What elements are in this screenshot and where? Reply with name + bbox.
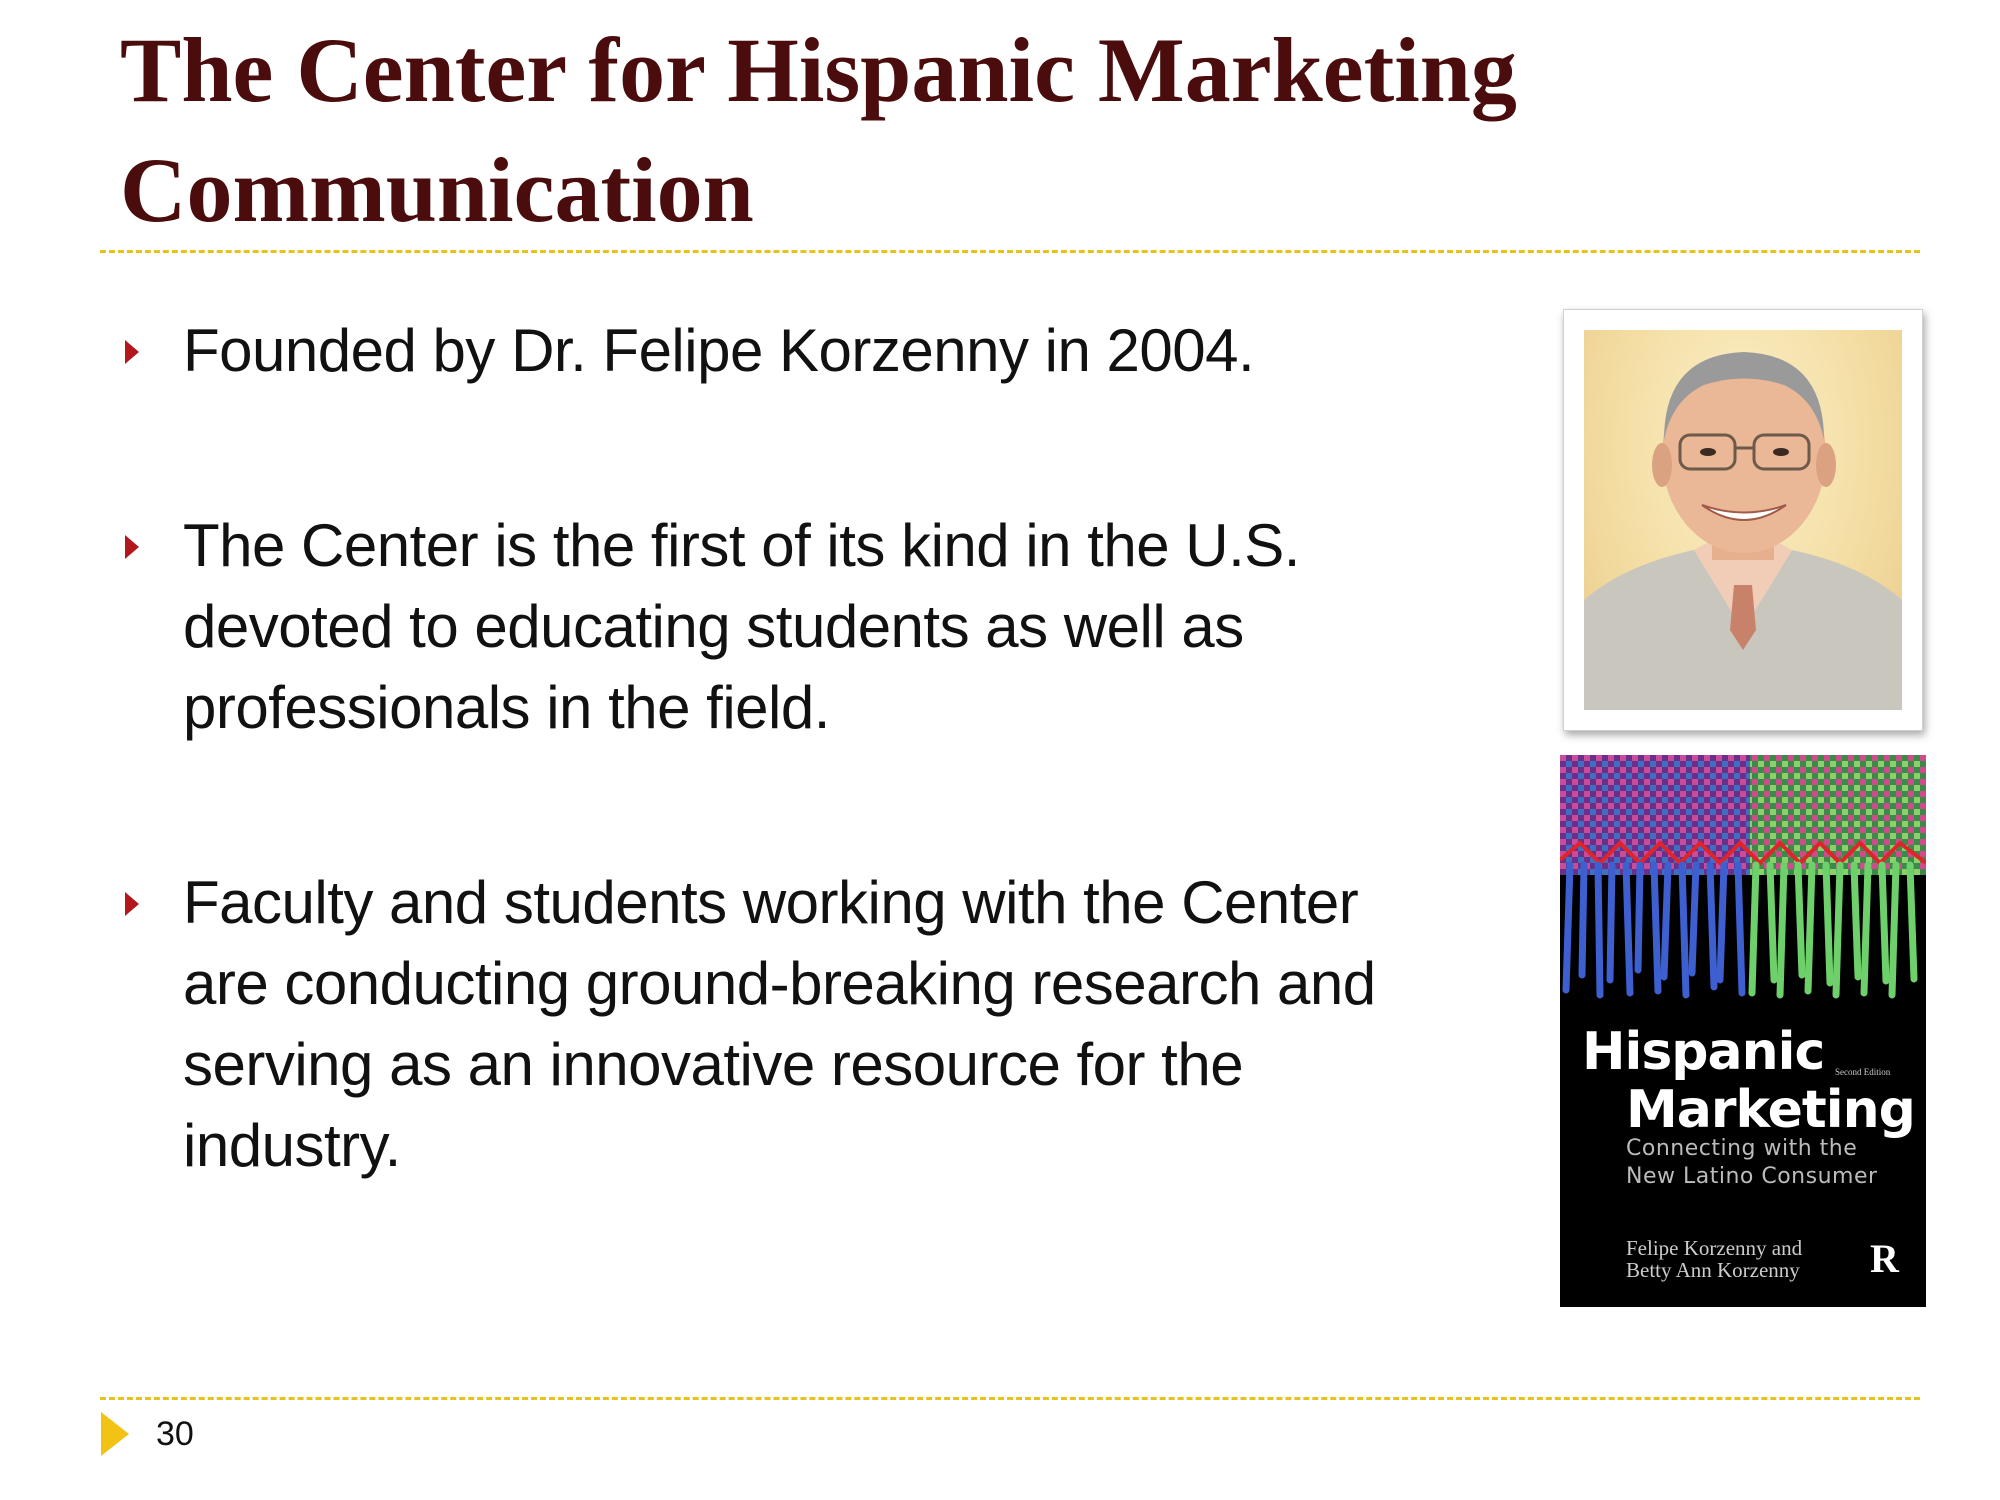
book-authors bbox=[1626, 1237, 1802, 1281]
book-cover bbox=[1560, 755, 1926, 1307]
publisher-logo: R bbox=[1870, 1236, 1899, 1281]
title-divider bbox=[100, 250, 1920, 253]
bullet-item bbox=[120, 862, 1380, 1186]
book-subtitle-line1: Connecting with the bbox=[1626, 1136, 1858, 1161]
bullet-arrow-icon bbox=[125, 340, 139, 364]
bullet-item bbox=[120, 505, 1380, 748]
portrait-photo-frame bbox=[1563, 309, 1923, 731]
slide-title: The Center for Hispanic Marketing Communication bbox=[120, 19, 1517, 241]
woven-textile-illustration bbox=[1560, 755, 1926, 1015]
bullet-text: Faculty and students working with the Center are conducting ground-breaking research and serving as an innovative resource for the industry. bbox=[183, 869, 1376, 1179]
portrait-illustration bbox=[1584, 330, 1902, 710]
bullet-arrow-icon bbox=[125, 892, 139, 916]
page-number: 30 bbox=[156, 1415, 194, 1453]
book-subtitle-line2: New Latino Consumer bbox=[1626, 1164, 1878, 1189]
book-title-line1: Hispanic bbox=[1582, 1022, 1825, 1082]
bullet-item bbox=[120, 310, 1254, 391]
bullet-text: The Center is the first of its kind in the U.S. devoted to educating students as well as professionals in the field. bbox=[183, 512, 1300, 741]
book-subtitle bbox=[1626, 1135, 1878, 1191]
footer-divider bbox=[100, 1397, 1920, 1400]
book-title-line2: Marketing bbox=[1626, 1080, 1915, 1140]
portrait-photo bbox=[1584, 330, 1902, 710]
bullet-arrow-icon bbox=[125, 535, 139, 559]
book-authors-line2: Betty Ann Korzenny bbox=[1626, 1258, 1800, 1282]
bullet-text: Founded by Dr. Felipe Korzenny in 2004. bbox=[183, 317, 1255, 384]
page-arrow-icon bbox=[101, 1412, 129, 1456]
book-edition: Second Edition bbox=[1835, 1067, 1891, 1077]
book-authors-line1: Felipe Korzenny and bbox=[1626, 1236, 1803, 1260]
